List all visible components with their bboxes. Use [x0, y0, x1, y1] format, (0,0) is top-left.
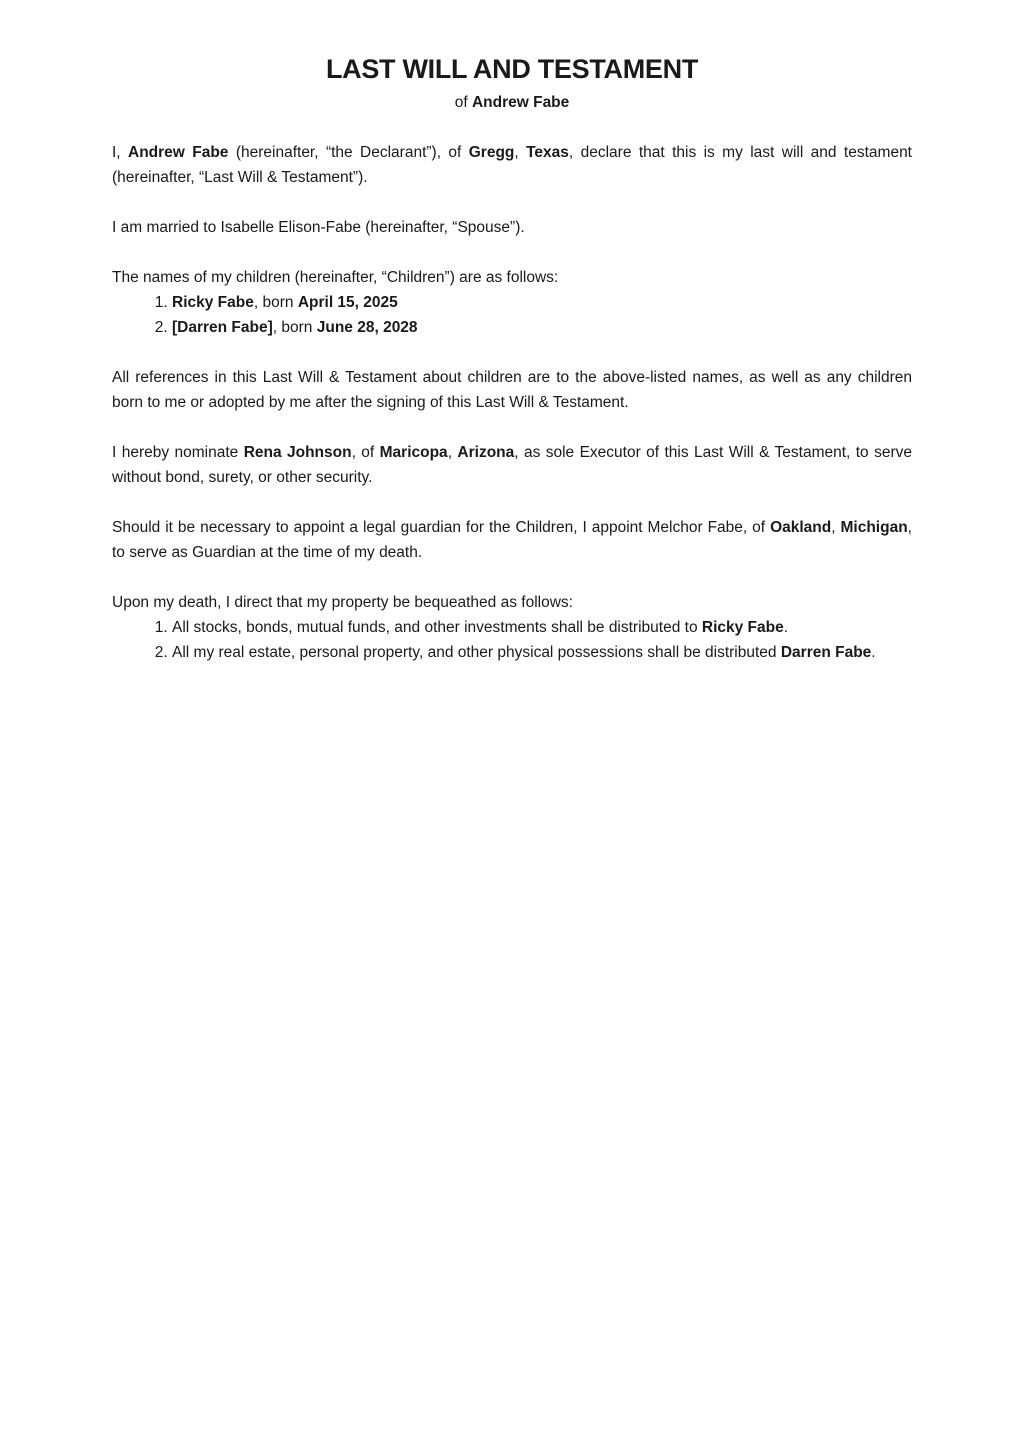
child-born-text: , born — [272, 319, 317, 336]
executor-state: Arizona — [457, 444, 515, 461]
executor-text-4: , as sole Executor of this Last Will & Testament, to serve without bond, surety, or other security. — [112, 444, 912, 486]
executor-paragraph — [112, 440, 912, 490]
guardian-text-1: Should it be necessary to appoint a legal guardian for the Children, I appoint Melchor Fabe, of — [112, 519, 771, 536]
declarant-state: Texas — [526, 144, 569, 161]
executor-text-3: , — [447, 444, 458, 461]
references-paragraph: All references in this Last Will & Testament about children are to the above-listed names, as well as any children born to me or adopted by me after the signing of this Last Will & Testament. — [112, 369, 912, 411]
child-birthdate: June 28, 2028 — [316, 319, 418, 336]
list-item — [172, 315, 912, 340]
beneficiary-name: Ricky Fabe — [701, 619, 784, 636]
subtitle-prefix: of — [454, 94, 472, 111]
list-item — [172, 615, 912, 640]
declarant-city: Gregg — [468, 144, 515, 161]
declaration-text-1: I, — [112, 144, 129, 161]
bequest-list — [112, 615, 912, 665]
executor-text-1: I hereby nominate — [112, 444, 244, 461]
declarant-name: Andrew Fabe — [128, 144, 229, 161]
declaration-text-2: (hereinafter, “the Declarant”), of — [228, 144, 469, 161]
children-list — [112, 290, 912, 340]
guardian-paragraph — [112, 515, 912, 565]
guardian-text-3: , to serve as Guardian at the time of my death. — [112, 519, 912, 561]
bequest-end: . — [871, 644, 876, 661]
guardian-state: Michigan — [840, 519, 908, 536]
child-birthdate: April 15, 2025 — [297, 294, 398, 311]
declaration-text-4: , declare that this is my last will and testament (hereinafter, “Last Will & Testament”). — [112, 144, 912, 186]
beneficiary-name: Darren Fabe — [780, 644, 872, 661]
bequest-text: All stocks, bonds, mutual funds, and other investments shall be distributed to — [172, 619, 702, 636]
list-item — [172, 290, 912, 315]
executor-name: Rena Johnson — [243, 444, 352, 461]
declaration-text-3: , — [514, 144, 527, 161]
child-name: [Darren Fabe] — [172, 319, 273, 336]
guardian-city: Oakland — [770, 519, 832, 536]
executor-city: Maricopa — [379, 444, 448, 461]
list-item — [172, 640, 912, 665]
document-title: LAST WILL AND TESTAMENT — [325, 54, 699, 84]
declaration-paragraph — [112, 140, 912, 190]
bequest-end: . — [783, 619, 789, 636]
child-name: Ricky Fabe — [172, 294, 254, 311]
bequest-text: All my real estate, personal property, and other physical possessions shall be distributed — [172, 644, 781, 661]
document-page — [112, 50, 912, 665]
executor-text-2: , of — [351, 444, 380, 461]
child-born-text: , born — [253, 294, 298, 311]
guardian-text-2: , — [831, 519, 841, 536]
bequest-intro: Upon my death, I direct that my property be bequeathed as follows: — [112, 594, 573, 611]
declarant-name-subtitle: Andrew Fabe — [471, 94, 570, 111]
children-intro: The names of my children (hereinafter, “Children”) are as follows: — [112, 269, 559, 286]
document-subtitle — [112, 90, 912, 115]
spouse-paragraph: I am married to Isabelle Elison-Fabe (hereinafter, “Spouse”). — [112, 219, 525, 236]
